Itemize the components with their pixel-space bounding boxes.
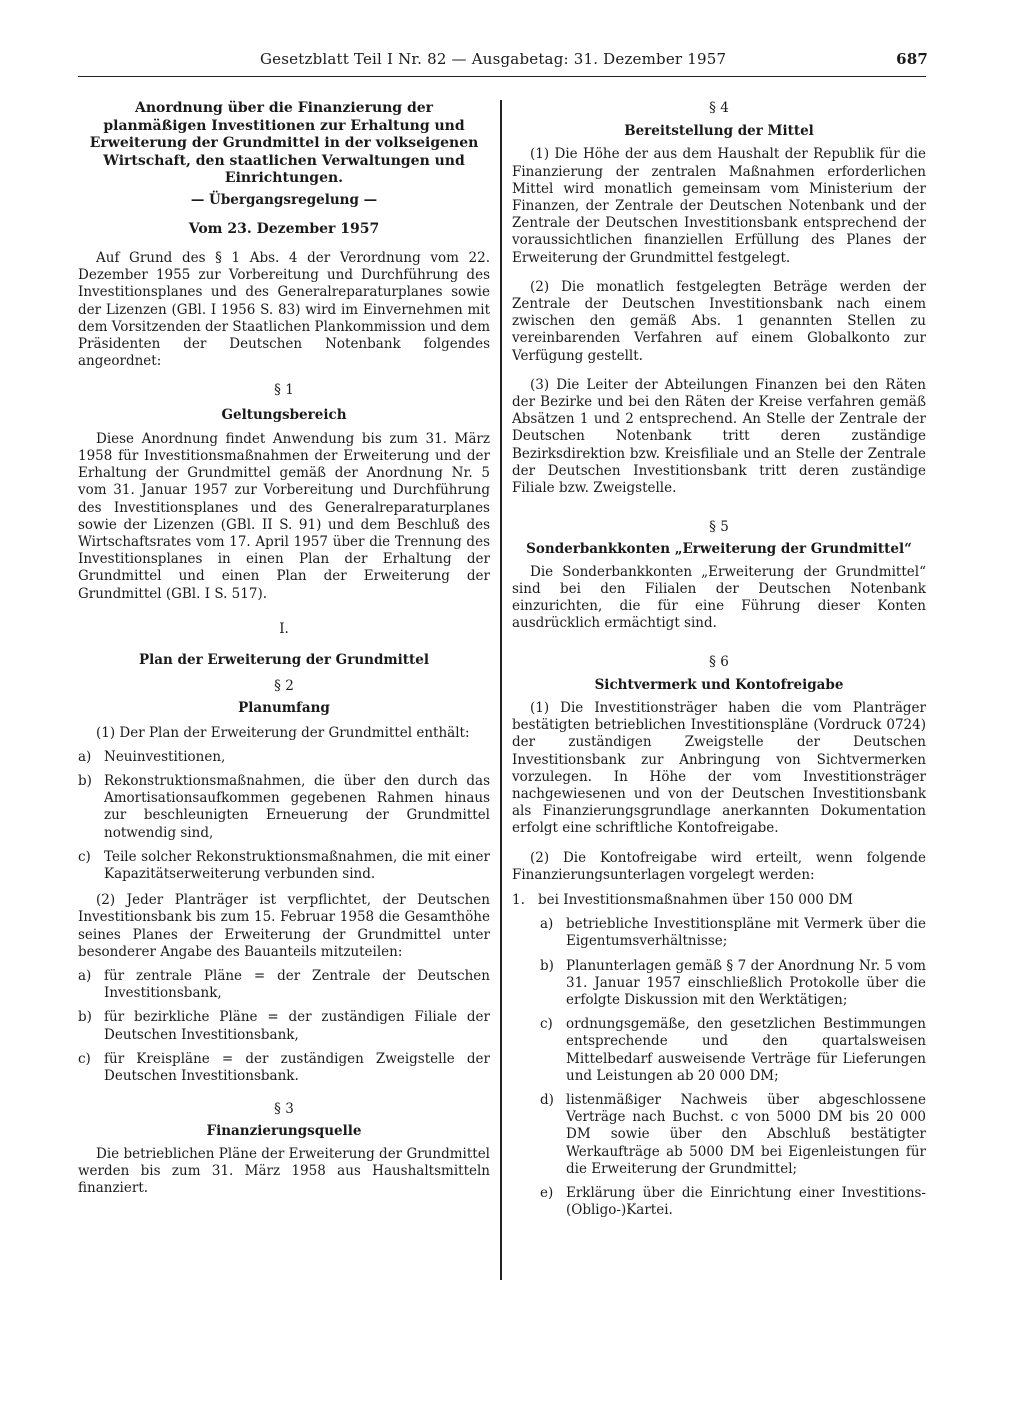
section-6-paragraph-1: (1) Die Investitionsträger haben die vom Planträger bestätigten betrieblichen Investitionspläne (Vordruck 0724) der zuständigen Zweigstelle der Deutschen Investitionsbank zur Anbringung von Sichtvermerken vorzulegen. In Höhe der vom Investitionsträger nachgewiesenen und von der Deutschen Investitionsbank als Finanzierungsgrundlage anerkannten Dokumentation erfolgt eine schriftliche Kontofreigabe. <box>512 699 926 837</box>
left-column <box>78 100 490 1197</box>
section-1-number: § 1 <box>274 382 294 399</box>
list-item <box>78 1051 490 1085</box>
list-item-text: Teile solcher Rekonstruktionsmaßnahmen, die mit einer Kapazitätserweiterung verbunden sind. <box>104 848 490 882</box>
list-item-text: Neuinvestitionen, <box>104 748 226 765</box>
ordinance-subtitle: — Übergangsregelung — <box>190 191 378 208</box>
list-item-label: a) <box>540 916 554 933</box>
right-column <box>512 100 926 1219</box>
section-6-title: Sichtvermerk und Kontofreigabe <box>594 676 844 693</box>
list-item-text: für Kreispläne = der zuständigen Zweigstelle der Deutschen Investitionsbank. <box>104 1050 490 1085</box>
header-rule <box>78 76 926 77</box>
list-item-label: c) <box>78 1050 91 1067</box>
list-item-label: b) <box>78 1009 92 1026</box>
section-2-title: Planumfang <box>238 700 330 717</box>
section-4-paragraph-2: (2) Die monatlich festgelegten Beträge werden der Zentrale der Deutschen Investitionsbank nach einem zwischen den gemäß Abs. 1 genannten Stellen zu vereinbarenden Verfahren auf einem Globalkonto zur Verfügung gestellt. <box>512 278 926 364</box>
section-5-text: Die Sonderbankkonten „Erweiterung der Grundmittel“ sind bei den Filialen der Deutschen Notenbank einzurichten, die für eine Führung dieser Konten ausdrücklich ermächtigt sind. <box>512 563 926 632</box>
list-item-label: d) <box>540 1091 554 1108</box>
list-item-text: Rekonstruktionsmaßnahmen, die über den durch das Amortisationsaufkommen gegebenen Rahmen hinaus zur beschleunigten Erneuerung der Grundmittel notwendig sind, <box>104 772 490 841</box>
section-3-number: § 3 <box>274 1101 294 1118</box>
list-item <box>78 749 490 766</box>
list-item-label: 1. <box>512 891 525 908</box>
list-item <box>78 849 490 883</box>
list-item-text: Erklärung über die Einrichtung einer Investitions-(Obligo-)Kartei. <box>566 1184 926 1219</box>
section-4-number: § 4 <box>709 100 729 116</box>
section-1-text: Diese Anordnung findet Anwendung bis zum 31. März 1958 für Investitionsmaßnahmen der Erweiterung und der Erhaltung der Grundmittel gemäß der Anordnung Nr. 5 vom 31. Januar 1957 zur Vorbereitung und Durchführung des Investitionsplanes und des Generalreparaturplanes sowie der Lizenzen (GBl. II S. 91) und dem Beschluß des Wirtschaftsrates vom 17. April 1957 über die Trennung des Investitionsplanes in einen Plan der Erhaltung der Grundmittel und einen Plan der Erweiterung der Grundmittel (GBl. I S. 517). <box>78 430 490 602</box>
column-divider <box>500 100 502 1280</box>
list-item-label: a) <box>78 748 92 765</box>
page-header <box>260 50 928 72</box>
section-6-paragraph-2: (2) Die Kontofreigabe wird erteilt, wenn folgende Finanzierungsunterlagen vorgelegt werden: <box>512 849 926 883</box>
part-number: I. <box>279 620 289 637</box>
list-item-text: betriebliche Investitionspläne mit Vermerk über die Eigentumsverhältnisse; <box>566 916 926 950</box>
list-item-label: c) <box>78 848 91 865</box>
list-item-label: c) <box>540 1016 553 1033</box>
section-1-title: Geltungsbereich <box>221 406 347 423</box>
section-4-paragraph-3: (3) Die Leiter der Abteilungen Finanzen bei den Räten der Bezirke und bei den Räten der Kreise verfahren gemäß Absätzen 1 und 2 entsprechend. An Stelle der Zentrale der Deutschen Notenbank tritt deren zuständige Bezirksdirektion bzw. Kreisfiliale und an Stelle der Zentrale der Deutschen Investitionsbank tritt deren zuständige Filiale bzw. Zweigstelle. <box>512 376 926 497</box>
list-item-text: für bezirkliche Pläne = der zuständigen Filiale der Deutschen Investitionsbank, <box>104 1009 490 1043</box>
section-2-number: § 2 <box>274 678 294 695</box>
section-2-paragraph-1: (1) Der Plan der Erweiterung der Grundmittel enthält: <box>96 724 470 741</box>
list-item-text: Planunterlagen gemäß § 7 der Anordnung Nr. 5 vom 31. Januar 1957 einschließlich Protokolle über die erfolgte Diskussion mit den Werktätigen; <box>566 957 926 1008</box>
section-2-paragraph-2: (2) Jeder Planträger ist verpflichtet, der Deutschen Investitionsbank bis zum 15. Februar 1958 die Gesamthöhe seines Planes der Erweiterung der Grundmittel unter besonderer Angabe des Bauanteils mitzuteilen: <box>78 892 490 960</box>
list-item <box>78 968 490 1002</box>
section-3-text: Die betrieblichen Pläne der Erweiterung der Grundmittel werden bis zum 31. März 1958 aus Haushaltsmitteln finanziert. <box>78 1145 490 1197</box>
section-5-number: § 5 <box>709 519 729 536</box>
list-item <box>78 773 490 842</box>
section-4-paragraph-1: (1) Die Höhe der aus dem Haushalt der Republik für die Finanzierung der zentralen Maßnahmen erforderlichen Mittel wird monatlich gemeinsam vom Ministerium der Finanzen, der Zentrale der Deutschen Notenbank und der Zentrale der Deutschen Investitionsbank entsprechend der voraussichtlichen finanziellen Erfüllung des Planes der Erweiterung der Grundmittel festgelegt. <box>512 146 926 266</box>
preamble: Auf Grund des § 1 Abs. 4 der Verordnung vom 22. Dezember 1955 zur Vorbereitung und Durchführung des Investitionsplanes und des Generalreparaturplanes sowie der Lizenzen (GBl. I 1956 S. 83) wird im Einvernehmen mit dem Vorsitzenden der Staatlichen Plankommission und dem Präsidenten der Deutschen Notenbank folgendes angeordnet: <box>78 249 490 370</box>
list-item-label: a) <box>78 968 92 985</box>
list-item-text: für zentrale Pläne = der Zentrale der Deutschen Investitionsbank, <box>104 968 490 1002</box>
list-item <box>540 958 926 1010</box>
header-title: Gesetzblatt Teil I Nr. 82 — Ausgabetag: 31. Dezember 1957 <box>260 50 727 68</box>
list-item <box>540 1185 926 1219</box>
list-item-text: listenmäßiger Nachweis über abgeschlossene Verträge nach Buchst. c von 5000 DM bis 20 000 DM sowie über den Abschluß bestätigter Werkaufträge ab 5000 DM bei Eigenleistungen für die Erweiterung der Grundmittel; <box>566 1091 926 1177</box>
list-item <box>540 1016 926 1085</box>
list-item-label: b) <box>78 772 92 789</box>
list-item <box>540 1092 926 1178</box>
list-item <box>512 892 926 909</box>
list-item <box>540 916 926 950</box>
ordinance-title: Anordnung über die Finanzierung der planmäßigen Investitionen zur Erhaltung und Erweiterung der Grundmittel in der volkseigenen Wirtschaft, den staatlichen Verwaltungen und Einrichtungen. <box>89 100 479 186</box>
ordinance-date: Vom 23. Dezember 1957 <box>188 220 380 237</box>
list-item-text: ordnungsgemäße, den gesetzlichen Bestimmungen entsprechende und den quartalsweisen Mittelbedarf ausweisende Verträge für Lieferungen und Leistungen ab 20 000 DM; <box>566 1016 926 1084</box>
list-item-label: b) <box>540 957 554 974</box>
list-item <box>78 1009 490 1043</box>
list-item-label: e) <box>540 1184 554 1201</box>
page-number: 687 <box>896 50 928 68</box>
section-3-title: Finanzierungsquelle <box>206 1123 362 1140</box>
part-title: Plan der Erweiterung der Grundmittel <box>139 651 429 668</box>
section-6-number: § 6 <box>709 654 729 671</box>
section-5-title: Sonderbankkonten „Erweiterung der Grundmittel“ <box>526 541 912 558</box>
section-4-title: Bereitstellung der Mittel <box>624 123 814 140</box>
list-item-text: bei Investitionsmaßnahmen über 150 000 DM <box>538 891 853 908</box>
